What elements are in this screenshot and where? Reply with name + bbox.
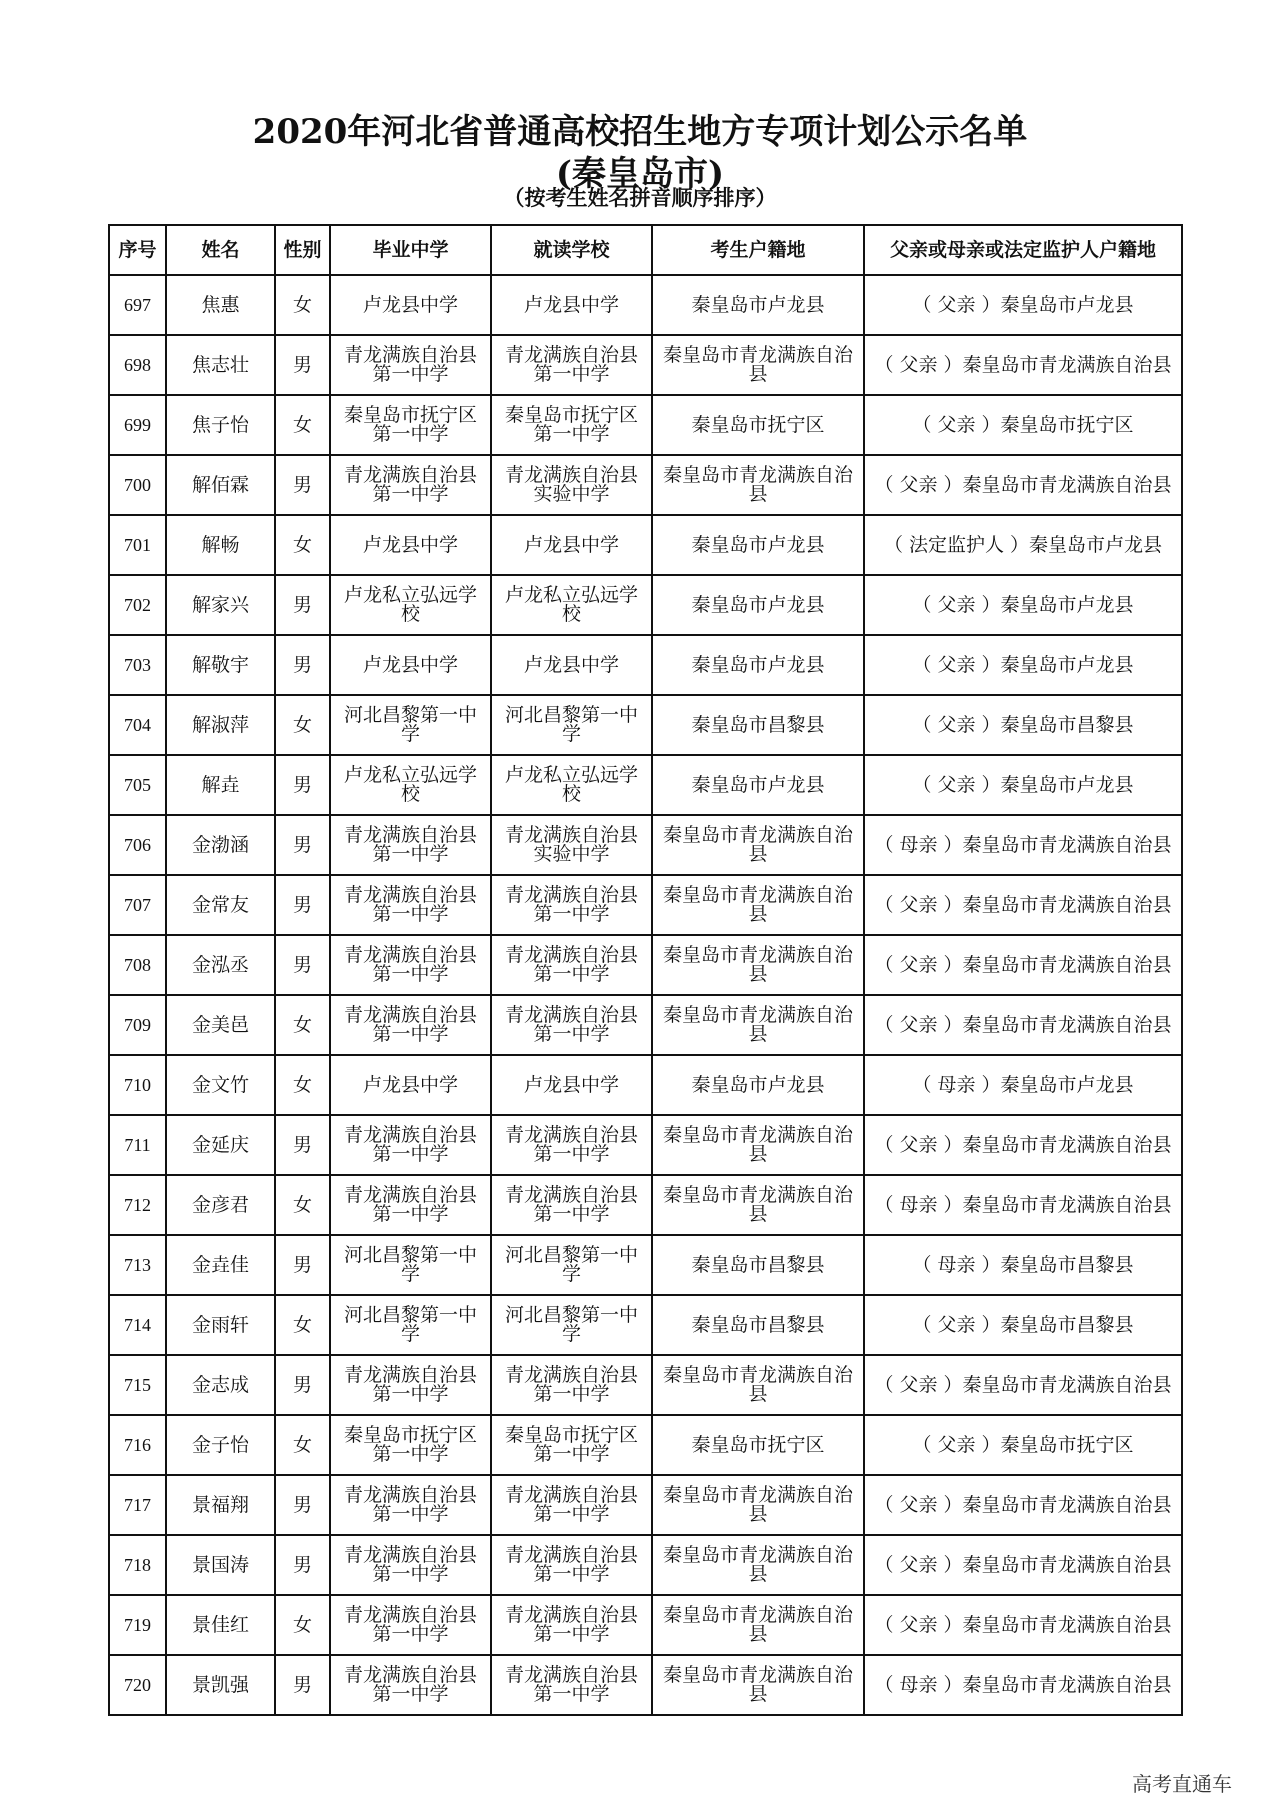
row-number: 707 <box>109 875 166 935</box>
guardian-hukou: （ 父亲 ）秦皇岛市青龙满族自治县 <box>864 1115 1182 1175</box>
row-number: 714 <box>109 1295 166 1355</box>
graduated-school: 青龙满族自治县第一中学 <box>330 335 491 395</box>
gender: 男 <box>275 935 330 995</box>
graduated-school: 青龙满族自治县第一中学 <box>330 1175 491 1235</box>
graduated-school: 青龙满族自治县第一中学 <box>330 815 491 875</box>
graduated-school: 卢龙县中学 <box>330 515 491 575</box>
current-school: 卢龙私立弘远学校 <box>491 755 652 815</box>
graduated-school: 卢龙县中学 <box>330 635 491 695</box>
guardian-hukou: （ 父亲 ）秦皇岛市抚宁区 <box>864 1415 1182 1475</box>
student-hukou: 秦皇岛市青龙满族自治县 <box>652 335 864 395</box>
gender: 男 <box>275 575 330 635</box>
student-hukou: 秦皇岛市青龙满族自治县 <box>652 875 864 935</box>
student-hukou: 秦皇岛市昌黎县 <box>652 1295 864 1355</box>
gender: 女 <box>275 695 330 755</box>
table-row <box>109 1055 1182 1115</box>
table-row <box>109 515 1182 575</box>
current-school: 青龙满族自治县第一中学 <box>491 995 652 1055</box>
student-hukou: 秦皇岛市青龙满族自治县 <box>652 815 864 875</box>
table-row <box>109 1655 1182 1715</box>
gender: 女 <box>275 1055 330 1115</box>
current-school: 青龙满族自治县第一中学 <box>491 1475 652 1535</box>
guardian-hukou: （ 父亲 ）秦皇岛市卢龙县 <box>864 635 1182 695</box>
guardian-hukou: （ 母亲 ）秦皇岛市昌黎县 <box>864 1235 1182 1295</box>
gender: 男 <box>275 815 330 875</box>
student-name: 景凯强 <box>166 1655 275 1715</box>
current-school: 青龙满族自治县第一中学 <box>491 1655 652 1715</box>
row-number: 703 <box>109 635 166 695</box>
row-number: 700 <box>109 455 166 515</box>
gender: 男 <box>275 1535 330 1595</box>
gender: 女 <box>275 395 330 455</box>
graduated-school: 河北昌黎第一中学 <box>330 695 491 755</box>
guardian-hukou: （ 父亲 ）秦皇岛市昌黎县 <box>864 1295 1182 1355</box>
student-hukou: 秦皇岛市青龙满族自治县 <box>652 1115 864 1175</box>
student-hukou: 秦皇岛市青龙满族自治县 <box>652 1595 864 1655</box>
guardian-hukou: （ 母亲 ）秦皇岛市青龙满族自治县 <box>864 1175 1182 1235</box>
student-hukou: 秦皇岛市昌黎县 <box>652 695 864 755</box>
student-name: 金文竹 <box>166 1055 275 1115</box>
student-name: 景福翔 <box>166 1475 275 1535</box>
table-header-row <box>109 225 1182 275</box>
student-name: 金常友 <box>166 875 275 935</box>
guardian-hukou: （ 母亲 ）秦皇岛市卢龙县 <box>864 1055 1182 1115</box>
student-name: 解佰霖 <box>166 455 275 515</box>
student-hukou: 秦皇岛市卢龙县 <box>652 635 864 695</box>
table-row <box>109 935 1182 995</box>
graduated-school: 青龙满族自治县第一中学 <box>330 1115 491 1175</box>
guardian-hukou: （ 母亲 ）秦皇岛市青龙满族自治县 <box>864 1655 1182 1715</box>
gender: 男 <box>275 1115 330 1175</box>
graduated-school: 卢龙私立弘远学校 <box>330 575 491 635</box>
row-number: 705 <box>109 755 166 815</box>
student-name: 金泓丞 <box>166 935 275 995</box>
col-header-student-hukou: 考生户籍地 <box>652 225 864 275</box>
watermark: 高考直通车 <box>1132 1772 1232 1796</box>
current-school: 卢龙县中学 <box>491 515 652 575</box>
guardian-hukou: （ 父亲 ）秦皇岛市青龙满族自治县 <box>864 1595 1182 1655</box>
student-hukou: 秦皇岛市抚宁区 <box>652 395 864 455</box>
student-name: 金志成 <box>166 1355 275 1415</box>
row-number: 713 <box>109 1235 166 1295</box>
row-number: 709 <box>109 995 166 1055</box>
student-name: 金美邑 <box>166 995 275 1055</box>
row-number: 698 <box>109 335 166 395</box>
row-number: 702 <box>109 575 166 635</box>
student-name: 焦惠 <box>166 275 275 335</box>
guardian-hukou: （ 法定监护人 ）秦皇岛市卢龙县 <box>864 515 1182 575</box>
current-school: 青龙满族自治县第一中学 <box>491 1115 652 1175</box>
guardian-hukou: （ 父亲 ）秦皇岛市昌黎县 <box>864 695 1182 755</box>
student-name: 焦志壮 <box>166 335 275 395</box>
current-school: 青龙满族自治县第一中学 <box>491 875 652 935</box>
graduated-school: 青龙满族自治县第一中学 <box>330 875 491 935</box>
gender: 女 <box>275 275 330 335</box>
guardian-hukou: （ 父亲 ）秦皇岛市卢龙县 <box>864 755 1182 815</box>
graduated-school: 青龙满族自治县第一中学 <box>330 455 491 515</box>
applicant-table <box>108 224 1183 1716</box>
row-number: 719 <box>109 1595 166 1655</box>
table-row <box>109 1475 1182 1535</box>
col-header-name: 姓名 <box>166 225 275 275</box>
gender: 男 <box>275 1655 330 1715</box>
table-row <box>109 1115 1182 1175</box>
guardian-hukou: （ 父亲 ）秦皇岛市青龙满族自治县 <box>864 1535 1182 1595</box>
guardian-hukou: （ 父亲 ）秦皇岛市青龙满族自治县 <box>864 935 1182 995</box>
table-row <box>109 995 1182 1055</box>
student-name: 焦子怡 <box>166 395 275 455</box>
student-name: 景国涛 <box>166 1535 275 1595</box>
row-number: 712 <box>109 1175 166 1235</box>
student-hukou: 秦皇岛市卢龙县 <box>652 755 864 815</box>
col-header-graduated-school: 毕业中学 <box>330 225 491 275</box>
row-number: 708 <box>109 935 166 995</box>
graduated-school: 青龙满族自治县第一中学 <box>330 1355 491 1415</box>
table-row <box>109 1235 1182 1295</box>
graduated-school: 青龙满族自治县第一中学 <box>330 1535 491 1595</box>
row-number: 701 <box>109 515 166 575</box>
current-school: 青龙满族自治县第一中学 <box>491 1175 652 1235</box>
graduated-school: 秦皇岛市抚宁区第一中学 <box>330 395 491 455</box>
row-number: 720 <box>109 1655 166 1715</box>
table-row <box>109 275 1182 335</box>
student-name: 金垚佳 <box>166 1235 275 1295</box>
gender: 女 <box>275 1415 330 1475</box>
graduated-school: 卢龙县中学 <box>330 275 491 335</box>
guardian-hukou: （ 父亲 ）秦皇岛市卢龙县 <box>864 275 1182 335</box>
graduated-school: 青龙满族自治县第一中学 <box>330 935 491 995</box>
graduated-school: 河北昌黎第一中学 <box>330 1295 491 1355</box>
student-hukou: 秦皇岛市卢龙县 <box>652 1055 864 1115</box>
gender: 男 <box>275 755 330 815</box>
city-subtitle: (秦皇岛市) <box>555 154 725 194</box>
gender: 女 <box>275 1295 330 1355</box>
gender: 男 <box>275 875 330 935</box>
student-hukou: 秦皇岛市青龙满族自治县 <box>652 995 864 1055</box>
row-number: 697 <box>109 275 166 335</box>
col-header-current-school: 就读学校 <box>491 225 652 275</box>
student-name: 金彦君 <box>166 1175 275 1235</box>
gender: 女 <box>275 1595 330 1655</box>
current-school: 秦皇岛市抚宁区第一中学 <box>491 395 652 455</box>
student-name: 金延庆 <box>166 1115 275 1175</box>
row-number: 699 <box>109 395 166 455</box>
student-hukou: 秦皇岛市青龙满族自治县 <box>652 1175 864 1235</box>
guardian-hukou: （ 父亲 ）秦皇岛市青龙满族自治县 <box>864 1355 1182 1415</box>
table-row <box>109 575 1182 635</box>
col-header-guardian-hukou: 父亲或母亲或法定监护人户籍地 <box>864 225 1182 275</box>
table-row <box>109 755 1182 815</box>
current-school: 青龙满族自治县第一中学 <box>491 1355 652 1415</box>
document-title: 2020年河北省普通高校招生地方专项计划公示名单 <box>252 112 1028 152</box>
table-row <box>109 395 1182 455</box>
current-school: 秦皇岛市抚宁区第一中学 <box>491 1415 652 1475</box>
current-school: 青龙满族自治县第一中学 <box>491 335 652 395</box>
student-name: 金雨轩 <box>166 1295 275 1355</box>
table-row <box>109 1535 1182 1595</box>
table-row <box>109 335 1182 395</box>
table-row <box>109 635 1182 695</box>
gender: 女 <box>275 1175 330 1235</box>
gender: 男 <box>275 1475 330 1535</box>
student-hukou: 秦皇岛市青龙满族自治县 <box>652 1475 864 1535</box>
current-school: 卢龙县中学 <box>491 275 652 335</box>
student-hukou: 秦皇岛市卢龙县 <box>652 575 864 635</box>
current-school: 卢龙私立弘远学校 <box>491 575 652 635</box>
student-name: 解畅 <box>166 515 275 575</box>
table-row <box>109 1175 1182 1235</box>
graduated-school: 青龙满族自治县第一中学 <box>330 1475 491 1535</box>
guardian-hukou: （ 父亲 ）秦皇岛市抚宁区 <box>864 395 1182 455</box>
row-number: 711 <box>109 1115 166 1175</box>
current-school: 青龙满族自治县第一中学 <box>491 1535 652 1595</box>
table-row <box>109 815 1182 875</box>
student-hukou: 秦皇岛市卢龙县 <box>652 515 864 575</box>
gender: 女 <box>275 515 330 575</box>
student-hukou: 秦皇岛市青龙满族自治县 <box>652 1535 864 1595</box>
current-school: 卢龙县中学 <box>491 635 652 695</box>
gender: 男 <box>275 455 330 515</box>
student-name: 景佳红 <box>166 1595 275 1655</box>
row-number: 718 <box>109 1535 166 1595</box>
gender: 男 <box>275 1235 330 1295</box>
graduated-school: 卢龙私立弘远学校 <box>330 755 491 815</box>
table-row <box>109 695 1182 755</box>
guardian-hukou: （ 母亲 ）秦皇岛市青龙满族自治县 <box>864 815 1182 875</box>
gender: 女 <box>275 995 330 1055</box>
guardian-hukou: （ 父亲 ）秦皇岛市青龙满族自治县 <box>864 875 1182 935</box>
student-name: 金子怡 <box>166 1415 275 1475</box>
graduated-school: 青龙满族自治县第一中学 <box>330 995 491 1055</box>
table-row <box>109 1595 1182 1655</box>
current-school: 卢龙县中学 <box>491 1055 652 1115</box>
row-number: 717 <box>109 1475 166 1535</box>
current-school: 青龙满族自治县第一中学 <box>491 935 652 995</box>
sort-note: （按考生姓名拼音顺序排序） <box>503 185 777 210</box>
row-number: 716 <box>109 1415 166 1475</box>
student-hukou: 秦皇岛市抚宁区 <box>652 1415 864 1475</box>
row-number: 704 <box>109 695 166 755</box>
table-row <box>109 875 1182 935</box>
graduated-school: 青龙满族自治县第一中学 <box>330 1595 491 1655</box>
graduated-school: 秦皇岛市抚宁区第一中学 <box>330 1415 491 1475</box>
row-number: 715 <box>109 1355 166 1415</box>
student-hukou: 秦皇岛市青龙满族自治县 <box>652 1355 864 1415</box>
student-name: 金渤涵 <box>166 815 275 875</box>
row-number: 706 <box>109 815 166 875</box>
col-header-no: 序号 <box>109 225 166 275</box>
guardian-hukou: （ 父亲 ）秦皇岛市青龙满族自治县 <box>864 1475 1182 1535</box>
guardian-hukou: （ 父亲 ）秦皇岛市青龙满族自治县 <box>864 995 1182 1055</box>
row-number: 710 <box>109 1055 166 1115</box>
current-school: 青龙满族自治县第一中学 <box>491 1595 652 1655</box>
gender: 男 <box>275 635 330 695</box>
table-row <box>109 1415 1182 1475</box>
current-school: 河北昌黎第一中学 <box>491 1235 652 1295</box>
student-hukou: 秦皇岛市卢龙县 <box>652 275 864 335</box>
student-hukou: 秦皇岛市青龙满族自治县 <box>652 455 864 515</box>
table-row <box>109 455 1182 515</box>
student-name: 解家兴 <box>166 575 275 635</box>
student-hukou: 秦皇岛市青龙满族自治县 <box>652 935 864 995</box>
col-header-gender: 性别 <box>275 225 330 275</box>
student-name: 解淑萍 <box>166 695 275 755</box>
gender: 男 <box>275 335 330 395</box>
student-name: 解敬宇 <box>166 635 275 695</box>
graduated-school: 卢龙县中学 <box>330 1055 491 1115</box>
table-row <box>109 1355 1182 1415</box>
graduated-school: 河北昌黎第一中学 <box>330 1235 491 1295</box>
current-school: 青龙满族自治县实验中学 <box>491 815 652 875</box>
guardian-hukou: （ 父亲 ）秦皇岛市卢龙县 <box>864 575 1182 635</box>
student-hukou: 秦皇岛市昌黎县 <box>652 1235 864 1295</box>
guardian-hukou: （ 父亲 ）秦皇岛市青龙满族自治县 <box>864 455 1182 515</box>
gender: 男 <box>275 1355 330 1415</box>
table-row <box>109 1295 1182 1355</box>
graduated-school: 青龙满族自治县第一中学 <box>330 1655 491 1715</box>
student-name: 解垚 <box>166 755 275 815</box>
current-school: 河北昌黎第一中学 <box>491 1295 652 1355</box>
current-school: 河北昌黎第一中学 <box>491 695 652 755</box>
current-school: 青龙满族自治县实验中学 <box>491 455 652 515</box>
guardian-hukou: （ 父亲 ）秦皇岛市青龙满族自治县 <box>864 335 1182 395</box>
student-hukou: 秦皇岛市青龙满族自治县 <box>652 1655 864 1715</box>
